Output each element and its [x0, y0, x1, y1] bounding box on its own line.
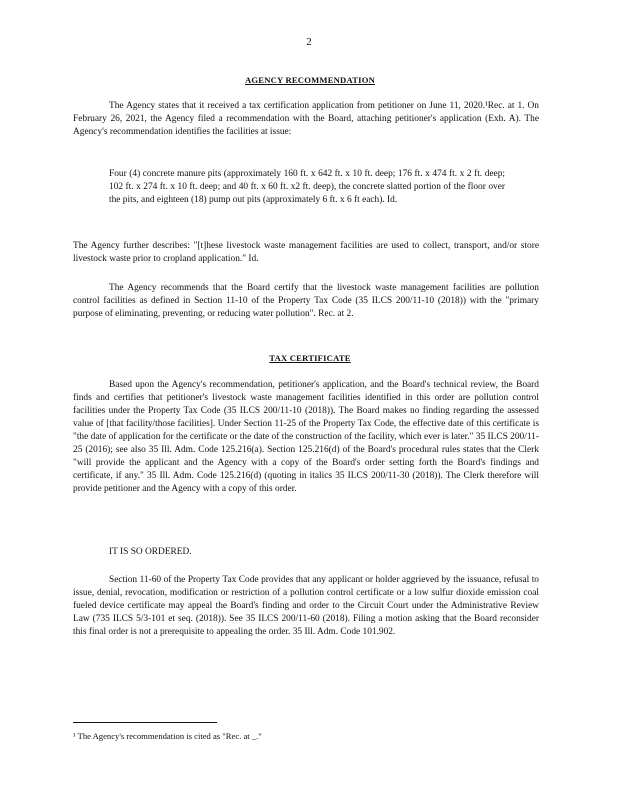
- block-quote-facilities: Four (4) concrete manure pits (approximately 160 ft. x 642 ft. x 10 ft. deep; 176 ft. x 474 ft. x 2 ft. deep; 102 ft. x 274 ft. x 10 ft. deep; and 40 ft. x 60 ft. x2 ft. deep), the concrete slatted portion of the floor over the pits, and eighteen (18) pump out pits (approximately 6 ft. x 6 ft each). Id.: [109, 169, 505, 205]
- page-number: 2: [306, 36, 312, 48]
- section-heading-agency-recommendation: AGENCY RECOMMENDATION: [244, 75, 375, 85]
- paragraph-appeal-rights: Section 11-60 of the Property Tax Code provides that any applicant or holder aggrieved by the issuance, refusal to issue, denial, revocation, modification or restriction of a pollution control certificate or a low sulfur dioxide emission coal fueled device certificate may appeal the Board's finding and order to the Circuit Court under the Administrative Review Law (735 ILCS 5/3-101 et seq. (2018)). See 35 ILCS 200/11-60 (2018). Filing a motion asking that the Board reconsider this final order is not a prerequisite to appealing the order. 35 Ill. Adm. Code 101.902.: [73, 575, 539, 637]
- paragraph-agency-recommends: The Agency recommends that the Board certify that the livestock waste management facilities are pollution control facilities as defined in Section 11-10 of the Property Tax Code (35 ILCS 200/11-10 (2018)) with the "primary purpose of eliminating, preventing, or reducing water pollution". Rec. at 2.: [73, 283, 539, 319]
- paragraph-agency-describes: The Agency further describes: "[t]hese livestock waste management facilities are used to collect, transport, and/or store livestock waste prior to cropland application." Id.: [73, 241, 539, 264]
- paragraph-board-findings: Based upon the Agency's recommendation, petitioner's application, and the Board's technical review, the Board finds and certifies that petitioner's livestock waste management facilities identified in this order are pollution control facilities under the Property Tax Code (35 ILCS 200/11-10 (2018)). The Board makes no finding regarding the assessed value of [that facility/those facilities]. Under Section 11-25 of the Property Tax Code, the effective date of this certificate is "the date of application for the certificate or the date of the construction of the facility, which ever is later." 35 ILCS 200/11-25 (2016); see also 35 Ill. Adm. Code 125.216(a). Section 125.216(d) of the Board's procedural rules states that the Clerk "will provide the applicant and the Agency with a copy of the Board's order setting forth the Board's findings and certificate, if any." 35 Ill. Adm. Code 125.216(d) (quoting in italics 35 ILCS 200/11-30 (2018)). The Clerk therefore will provide petitioner and the Agency with a copy of this order.: [73, 380, 539, 494]
- footnote-divider: [73, 722, 217, 723]
- footnote: ¹ The Agency's recommendation is cited as "Rec. at _.": [73, 731, 262, 741]
- order-statement: IT IS SO ORDERED.: [109, 547, 192, 557]
- section-heading-tax-certificate: TAX CERTIFICATE: [269, 353, 351, 363]
- paragraph-application-received: The Agency states that it received a tax certification application from petitioner on June 11, 2020.¹Rec. at 1. On February 26, 2021, the Agency filed a recommendation with the Board, attaching petitioner's application (Exh. A). The Agency's recommendation identifies the facilities at issue:: [73, 101, 539, 137]
